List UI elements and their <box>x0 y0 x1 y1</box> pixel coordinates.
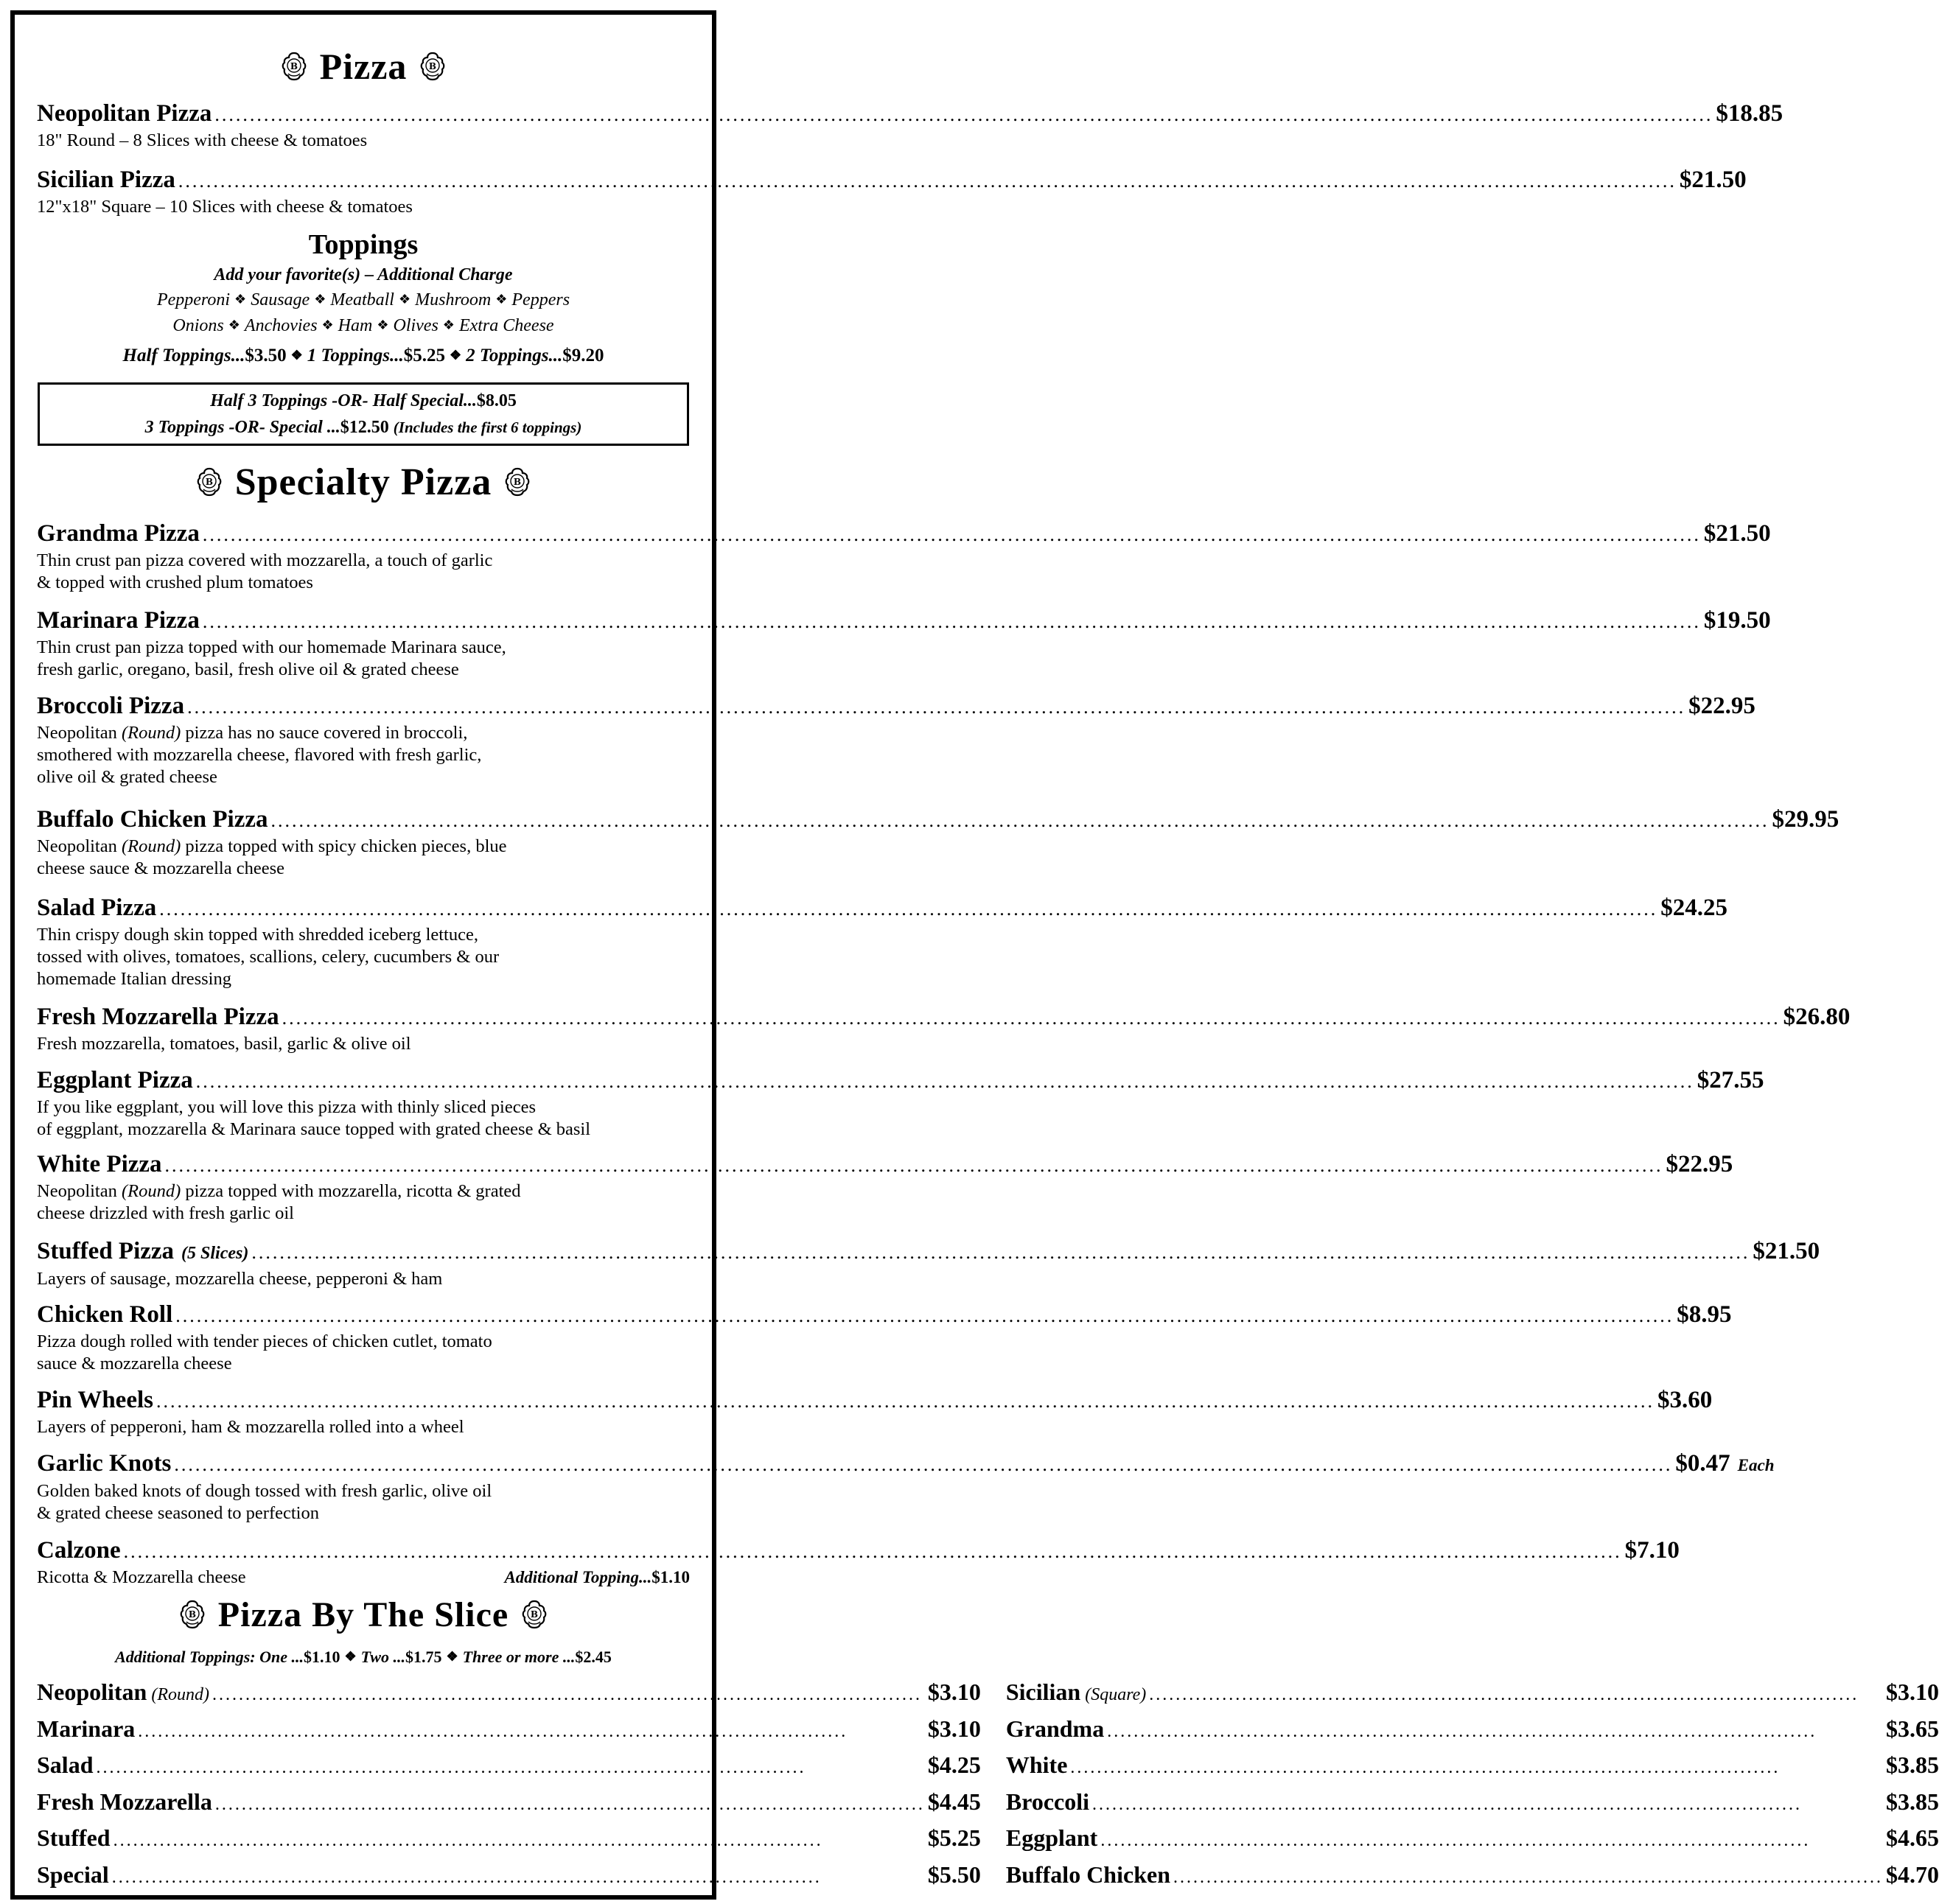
item-name: Salad Pizza <box>37 895 157 921</box>
item-name: Eggplant Pizza <box>37 1067 193 1093</box>
menu-item-salad <box>37 893 1727 990</box>
price-label: 1 Toppings <box>307 346 391 365</box>
extra-price: $1.10 <box>651 1568 690 1586</box>
item-desc <box>37 1180 690 1203</box>
emblem-icon <box>505 467 530 497</box>
item-name: Sicilian Pizza <box>37 167 175 193</box>
svg-text:B: B <box>290 61 298 71</box>
leader-dots <box>156 1387 1655 1416</box>
item-price: $0.47 <box>1675 1450 1730 1477</box>
menu-item-chicken-roll <box>37 1300 1732 1375</box>
box-price: $12.50 <box>340 418 389 437</box>
slice-name: Broccoli <box>1005 1788 1089 1815</box>
toppings-title: Toppings <box>308 229 419 260</box>
item-desc: cheese drizzled with fresh garlic oil <box>37 1203 294 1223</box>
menu-item-broccoli <box>37 691 1755 788</box>
item-price: $21.50 <box>1679 167 1747 193</box>
slice-name: Fresh Mozzarella <box>37 1788 212 1815</box>
price-label: One <box>259 1648 288 1666</box>
leader-dots <box>175 1301 1674 1331</box>
slice-row <box>37 1676 981 1712</box>
toppings-block <box>37 228 690 446</box>
slice-name: Eggplant <box>1005 1824 1098 1851</box>
leader-dots <box>159 895 1657 924</box>
box-line1: Half 3 Toppings -OR- Half Special...$8.05 <box>210 391 517 410</box>
leader-dots <box>1100 1824 1883 1858</box>
pizza-title-text: Pizza <box>319 46 408 87</box>
slice-price: $4.25 <box>927 1751 981 1778</box>
item-name: Garlic Knots <box>37 1450 172 1477</box>
topping: Meatball <box>330 290 394 309</box>
leader-dots <box>138 1715 925 1749</box>
emblem-icon <box>197 467 222 497</box>
leader-dots <box>113 1824 925 1858</box>
desc-text: pizza has no sauce covered in broccoli, <box>181 723 468 743</box>
menu-item-grandma <box>37 519 1771 594</box>
toppings-subtitle: Add your favorite(s) – Additional Charge <box>214 265 513 284</box>
menu-item-buffalo-chicken <box>37 805 1840 880</box>
slice-price: $3.65 <box>1885 1715 1939 1742</box>
item-desc: Layers of pepperoni, ham & mozzarella rolled into a wheel <box>37 1417 464 1437</box>
leader-dots <box>215 1788 925 1822</box>
slice-note: (Square) <box>1085 1685 1147 1704</box>
add-label: Additional Toppings: <box>115 1648 256 1666</box>
svg-text:B: B <box>188 1609 196 1620</box>
desc-text: Neopolitan <box>37 723 122 743</box>
price-label: 2 Toppings <box>466 346 549 365</box>
item-desc: fresh garlic, oregano, basil, fresh olive oil & grated cheese <box>37 659 459 679</box>
svg-text:B: B <box>429 61 437 71</box>
item-desc <box>37 836 690 858</box>
slice-row <box>1006 1858 1939 1895</box>
slice-row <box>37 1785 981 1822</box>
box-price: $8.05 <box>476 391 517 410</box>
leader-dots <box>214 100 1713 130</box>
item-name: Grandma Pizza <box>37 520 200 547</box>
diamond-icon: ❖ <box>442 318 455 332</box>
leader-dots <box>196 1067 1694 1096</box>
slice-column-right <box>1006 1676 1939 1894</box>
leader-dots <box>165 1151 1663 1180</box>
slice-price: $4.65 <box>1885 1824 1939 1851</box>
menu-item-neopolitan <box>37 99 1783 152</box>
slice-row <box>1006 1785 1939 1822</box>
slice-price: $5.25 <box>927 1824 981 1851</box>
slice-name: White <box>1005 1751 1068 1778</box>
slice-column-left <box>37 1676 981 1894</box>
box-line2: 3 Toppings -OR- Special ...$12.50 (Includes the first 6 toppings) <box>144 418 582 437</box>
slice-row <box>1006 1712 1939 1749</box>
special-toppings-box <box>38 382 689 446</box>
leader-dots <box>96 1751 924 1785</box>
price-value: $9.20 <box>562 346 604 365</box>
menu-content <box>37 15 1939 1895</box>
slice-row <box>37 1821 981 1858</box>
emblem-icon <box>522 1600 547 1629</box>
desc-italic: (Round) <box>122 1181 181 1201</box>
desc-text: Neopolitan <box>37 1181 122 1201</box>
item-desc: homemade Italian dressing <box>37 969 231 989</box>
desc-text: Neopolitan <box>37 836 122 856</box>
item-name: Stuffed Pizza <box>37 1238 175 1264</box>
slice-price: $3.85 <box>1885 1788 1939 1815</box>
price-value: $3.50 <box>245 346 287 365</box>
menu-item-sicilian <box>37 165 1747 218</box>
desc-italic: (Round) <box>122 836 181 856</box>
slice-price: $3.10 <box>927 1679 981 1705</box>
topping: Mushroom <box>415 290 492 309</box>
slice-section-title <box>37 1592 690 1637</box>
item-name: Marinara Pizza <box>37 607 200 634</box>
slice-name: Grandma <box>1005 1715 1105 1742</box>
slice-price: $4.70 <box>1885 1861 1939 1888</box>
emblem-icon <box>282 52 307 81</box>
item-price: $7.10 <box>1624 1537 1680 1564</box>
item-desc: of eggplant, mozzarella & Marinara sauce topped with grated cheese & basil <box>37 1119 591 1139</box>
item-desc <box>37 1567 690 1589</box>
item-name: Pin Wheels <box>37 1387 153 1413</box>
slice-name: Stuffed <box>37 1824 111 1851</box>
item-name-note: (5 Slices) <box>181 1244 249 1263</box>
diamond-icon: ❖ <box>377 318 389 332</box>
topping: Peppers <box>511 290 570 309</box>
topping: Sausage <box>251 290 310 309</box>
toppings-list-line1 <box>37 287 690 313</box>
item-desc: If you like eggplant, you will love this pizza with thinly sliced pieces <box>37 1097 537 1117</box>
item-desc <box>37 722 690 744</box>
item-desc: cheese sauce & mozzarella cheese <box>37 858 284 878</box>
slice-row <box>1006 1749 1939 1785</box>
slice-name: Salad <box>37 1751 94 1778</box>
leader-dots <box>124 1537 1622 1567</box>
price-value: $1.10 <box>304 1648 340 1666</box>
desc-text: pizza topped with spicy chicken pieces, blue <box>181 836 507 856</box>
diamond-icon: ❖ <box>314 292 326 307</box>
slice-additional-toppings: Additional Toppings: One ...$1.10 ❖ Two ...$1.75 ❖ Three or more ...$2.45 <box>115 1648 612 1666</box>
item-price: $22.95 <box>1688 693 1755 719</box>
slice-price: $3.85 <box>1885 1751 1939 1778</box>
slice-name: Neopolitan <box>37 1679 147 1705</box>
extra-label: Additional Topping <box>504 1568 639 1586</box>
topping: Onions <box>172 316 224 335</box>
slice-price: $4.45 <box>927 1788 981 1815</box>
slice-price: $3.10 <box>927 1715 981 1742</box>
diamond-icon: ❖ <box>290 348 303 363</box>
menu-item-pin-wheels <box>37 1385 1713 1438</box>
item-desc: tossed with olives, tomatoes, scallions, celery, cucumbers & our <box>37 947 500 967</box>
slice-name: Marinara <box>37 1715 136 1742</box>
item-desc: olive oil & grated cheese <box>37 767 217 787</box>
menu-item-stuffed <box>37 1236 1820 1290</box>
item-price: $29.95 <box>1772 806 1840 833</box>
leader-dots <box>1070 1751 1883 1785</box>
leader-dots <box>203 607 1701 637</box>
additional-topping: Additional Topping...$1.10 <box>504 1568 690 1586</box>
svg-text:B: B <box>514 477 522 487</box>
box-label: 3 Toppings -OR- Special <box>144 418 323 437</box>
specialty-title-text: Specialty Pizza <box>234 461 492 503</box>
item-price: $3.60 <box>1657 1387 1713 1413</box>
item-name: Neopolitan Pizza <box>37 100 212 127</box>
toppings-list-line2 <box>37 313 690 339</box>
leader-dots <box>1092 1788 1883 1822</box>
diamond-icon: ❖ <box>450 348 462 363</box>
diamond-icon: ❖ <box>344 1649 357 1664</box>
desc-text: Ricotta & Mozzarella cheese <box>37 1567 246 1587</box>
item-desc: Pizza dough rolled with tender pieces of chicken cutlet, tomato <box>37 1331 492 1351</box>
menu-item-marinara <box>37 606 1771 681</box>
item-price: $21.50 <box>1703 520 1771 547</box>
item-desc: 18" Round – 8 Slices with cheese & tomatoes <box>37 130 368 150</box>
item-desc: Thin crust pan pizza covered with mozzarella, a touch of garlic <box>37 550 493 570</box>
topping: Ham <box>338 316 373 335</box>
price-value: $2.45 <box>575 1648 612 1666</box>
menu-item-fresh-mozzarella <box>37 1002 1851 1055</box>
toppings-prices: Half Toppings...$3.50 ❖ 1 Toppings...$5.25 ❖ 2 Toppings...$9.20 <box>122 346 604 365</box>
item-desc: & topped with crushed plum tomatoes <box>37 573 313 592</box>
leader-dots <box>187 693 1685 722</box>
menu-item-garlic-knots <box>37 1449 1775 1525</box>
price-label: Half Toppings <box>122 346 231 365</box>
slice-name: Special <box>37 1861 109 1888</box>
diamond-icon: ❖ <box>228 318 240 332</box>
topping: Anchovies <box>244 316 318 335</box>
slice-price: $3.10 <box>1885 1679 1939 1705</box>
leader-dots <box>174 1450 1672 1480</box>
slice-title-text: Pizza By The Slice <box>217 1595 509 1634</box>
item-desc: 12"x18" Square – 10 Slices with cheese & tomatoes <box>37 197 413 217</box>
leader-dots <box>1173 1861 1883 1895</box>
item-name: Chicken Roll <box>37 1301 173 1328</box>
svg-text:B: B <box>205 477 213 487</box>
item-desc: Golden baked knots of dough tossed with fresh garlic, olive oil <box>37 1481 492 1501</box>
box-note: (Includes the first 6 toppings) <box>393 419 582 436</box>
leader-dots <box>212 1679 925 1712</box>
slice-row <box>1006 1676 1939 1712</box>
topping: Pepperoni <box>156 290 231 309</box>
desc-italic: (Round) <box>122 723 181 743</box>
leader-dots <box>270 806 1769 836</box>
diamond-icon: ❖ <box>398 292 411 307</box>
pizza-section-title <box>37 44 690 88</box>
slice-row <box>37 1712 981 1749</box>
leader-dots <box>178 167 1677 196</box>
price-label: Three or more <box>462 1648 559 1666</box>
svg-text:B: B <box>531 1609 539 1620</box>
item-name: Broccoli Pizza <box>37 693 185 719</box>
item-price: $27.55 <box>1697 1067 1764 1093</box>
topping: Olives <box>393 316 439 335</box>
leader-dots <box>112 1861 925 1895</box>
item-price: $26.80 <box>1783 1004 1851 1030</box>
leader-dots <box>1107 1715 1883 1749</box>
slice-row <box>1006 1821 1939 1858</box>
price-note: Each <box>1737 1456 1775 1474</box>
item-price: $8.95 <box>1677 1301 1732 1328</box>
item-desc: Fresh mozzarella, tomatoes, basil, garlic & olive oil <box>37 1034 411 1054</box>
price-label: Two <box>360 1648 389 1666</box>
item-price: $21.50 <box>1753 1238 1820 1264</box>
menu-frame <box>10 10 1939 1900</box>
item-price: $24.25 <box>1660 895 1727 921</box>
slice-price-grid <box>37 1676 1939 1894</box>
desc-text: pizza topped with mozzarella, ricotta & grated <box>181 1181 521 1201</box>
slice-name: Sicilian <box>1005 1679 1081 1705</box>
specialty-section-title <box>37 458 690 505</box>
diamond-icon: ❖ <box>321 318 334 332</box>
leader-dots <box>1149 1679 1883 1712</box>
item-price: $18.85 <box>1716 100 1783 127</box>
topping: Extra Cheese <box>458 316 554 335</box>
item-desc: Thin crispy dough skin topped with shredded iceberg lettuce, <box>37 925 478 945</box>
menu-item-calzone <box>37 1536 1680 1589</box>
item-name: White Pizza <box>37 1151 162 1177</box>
slice-name: Buffalo Chicken <box>1005 1861 1170 1888</box>
item-desc: & grated cheese seasoned to perfection <box>37 1503 319 1523</box>
item-desc: Layers of sausage, mozzarella cheese, pepperoni & ham <box>37 1269 443 1289</box>
item-desc: sauce & mozzarella cheese <box>37 1354 232 1373</box>
item-name: Buffalo Chicken Pizza <box>37 806 268 833</box>
emblem-icon <box>180 1600 205 1629</box>
item-price: $22.95 <box>1666 1151 1733 1177</box>
diamond-icon: ❖ <box>495 292 508 307</box>
item-name: Fresh Mozzarella Pizza <box>37 1004 279 1030</box>
slice-price: $5.50 <box>927 1861 981 1888</box>
slice-row <box>37 1749 981 1785</box>
leader-dots <box>282 1004 1781 1033</box>
menu-item-eggplant <box>37 1065 1764 1141</box>
box-label: Half 3 Toppings -OR- Half Special <box>210 391 464 410</box>
emblem-icon <box>420 52 445 81</box>
price-value: $5.25 <box>403 346 446 365</box>
item-desc: smothered with mozzarella cheese, flavored with fresh garlic, <box>37 745 482 765</box>
item-name: Calzone <box>37 1537 121 1564</box>
slice-note: (Round) <box>151 1685 209 1704</box>
diamond-icon: ❖ <box>234 292 247 307</box>
leader-dots <box>251 1238 1750 1267</box>
menu-item-white <box>37 1149 1733 1225</box>
slice-row <box>37 1858 981 1895</box>
leader-dots <box>203 520 1701 550</box>
item-desc: Thin crust pan pizza topped with our homemade Marinara sauce, <box>37 637 506 657</box>
item-price: $19.50 <box>1703 607 1771 634</box>
price-value: $1.75 <box>405 1648 442 1666</box>
diamond-icon: ❖ <box>446 1649 458 1664</box>
